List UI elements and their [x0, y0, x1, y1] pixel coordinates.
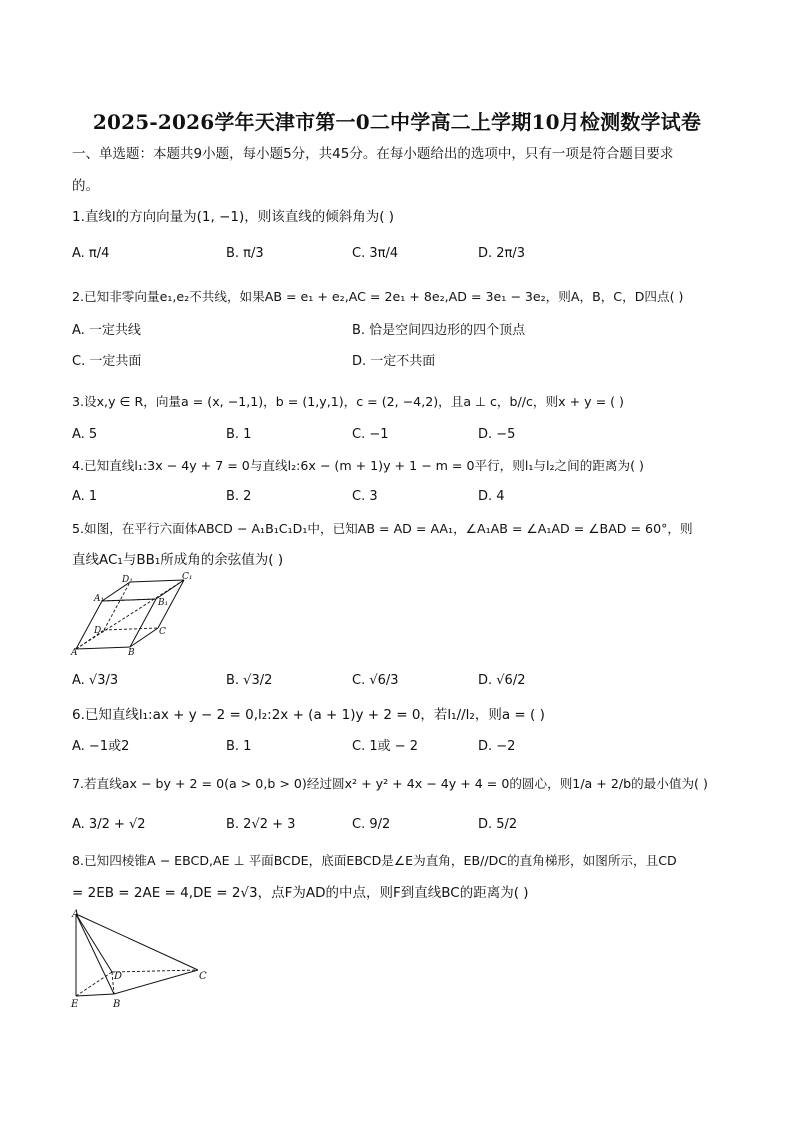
q5-option-d: D. √6/2: [478, 673, 526, 688]
edge-BC: [130, 628, 158, 647]
q4-option-b: B. 2: [226, 489, 252, 504]
section-instruction-line2: 的。: [72, 178, 99, 194]
section-instruction-line1: 一、单选题：本题共9小题，每小题5分，共45分。在每小题给出的选项中，只有一项是符合题目要求: [72, 146, 674, 162]
label-B: B: [113, 999, 121, 1010]
edge-AC: [76, 914, 198, 970]
pyramid-figure: [68, 908, 218, 1010]
q4-option-d: D. 4: [478, 489, 505, 504]
label-A: A: [72, 909, 80, 920]
edge-EB: [76, 994, 114, 996]
edge-AA1: [76, 601, 102, 649]
question-4-stem: 4.已知直线l₁:3x − 4y + 7 = 0与直线l₂:6x − (m + 1)y + 1 − m = 0平行，则l₁与l₂之间的距离为( ): [72, 458, 644, 473]
question-2-stem: 2.已知非零向量e₁,e₂不共线，如果AB = e₁ + e₂,AC = 2e₁ + 8e₂,AD = 3e₁ − 3e₂，则A，B，C，D四点( ): [72, 289, 684, 304]
q2-option-b: B. 恰是空间四边形的四个顶点: [352, 323, 526, 338]
q7-option-d: D. 5/2: [478, 817, 518, 832]
question-3-stem: 3.设x,y ∈ R，向量a = (x, −1,1)，b = (1,y,1)，c = (2, −4,2)，且a ⊥ c，b//c，则x + y = ( ): [72, 394, 624, 409]
label-B: B: [128, 648, 135, 658]
q1-option-a: A. π/4: [72, 246, 110, 261]
q3-option-d: D. −5: [478, 427, 516, 442]
q7-option-c: C. 9/2: [352, 817, 391, 832]
page-title: 2025-2026学年天津市第一0二中学高二上学期10月检测数学试卷: [92, 110, 702, 134]
question-1-stem: 1.直线l的方向向量为(1, −1)，则该直线的倾斜角为( ): [72, 209, 395, 225]
edge-AB: [76, 647, 130, 649]
edge-DC: [104, 628, 158, 630]
label-A: A: [71, 648, 78, 658]
label-C: C: [159, 627, 166, 637]
q2-option-c: C. 一定共面: [72, 354, 142, 369]
q3-option-b: B. 1: [226, 427, 252, 442]
q6-option-b: B. 1: [226, 739, 252, 754]
label-D1: D₁: [122, 575, 133, 585]
q4-option-c: C. 3: [352, 489, 378, 504]
label-D: D: [94, 626, 102, 636]
edge-DD1: [104, 582, 130, 630]
q6-option-c: C. 1或 − 2: [352, 739, 419, 754]
q5-option-b: B. √3/2: [226, 673, 273, 688]
label-E: E: [71, 999, 79, 1010]
edge-DC: [112, 970, 198, 972]
question-7-stem: 7.若直线ax − by + 2 = 0(a > 0,b > 0)经过圆x² + y² + 4x − 4y + 4 = 0的圆心，则1/a + 2/b的最小值为( ): [72, 776, 708, 791]
edge-AB: [76, 914, 114, 994]
edge-BC: [114, 970, 198, 994]
label-A1: A₁: [94, 594, 105, 604]
q1-option-d: D. 2π/3: [478, 246, 526, 261]
parallelepiped-figure: [70, 572, 193, 658]
question-6-stem: 6.已知直线l₁:ax + y − 2 = 0,l₂:2x + (a + 1)y + 2 = 0，若l₁//l₂，则a = ( ): [72, 707, 545, 723]
edge-BB1: [130, 599, 156, 647]
q4-option-a: A. 1: [72, 489, 98, 504]
q2-option-a: A. 一定共线: [72, 323, 141, 338]
q6-option-a: A. −1或2: [72, 739, 130, 754]
q1-option-b: B. π/3: [226, 246, 264, 261]
q6-option-d: D. −2: [478, 739, 516, 754]
q7-option-b: B. 2√2 + 3: [226, 817, 296, 832]
question-5-stem-line1: 5.如图，在平行六面体ABCD − A₁B₁C₁D₁中，已知AB = AD = AA₁，∠A₁AB = ∠A₁AD = ∠BAD = 60°，则: [72, 521, 693, 536]
label-B1: B₁: [158, 598, 169, 608]
q5-option-c: C. √6/3: [352, 673, 399, 688]
edge-B1C1: [156, 580, 184, 599]
q3-option-c: C. −1: [352, 427, 389, 442]
q3-option-a: A. 5: [72, 427, 98, 442]
question-8-stem-line2: = 2EB = 2AE = 4,DE = 2√3，点F为AD的中点，则F到直线BC的距离为( ): [72, 885, 529, 901]
q2-option-d: D. 一定不共面: [352, 354, 436, 369]
edge-ED: [76, 972, 112, 996]
question-8-stem-line1: 8.已知四棱锥A − EBCD,AE ⊥ 平面BCDE，底面EBCD是∠E为直角，EB//DC的直角梯形，如图所示，且CD: [72, 853, 677, 868]
q5-option-a: A. √3/3: [72, 673, 119, 688]
q1-option-c: C. 3π/4: [352, 246, 399, 261]
label-D: D: [114, 971, 123, 982]
label-C1: C₁: [182, 572, 193, 582]
diag-AC1: [76, 580, 184, 649]
question-5-stem-line2: 直线AC₁与BB₁所成角的余弦值为( ): [72, 552, 284, 568]
q7-option-a: A. 3/2 + √2: [72, 817, 146, 832]
label-C: C: [199, 971, 207, 982]
edge-C1D1: [130, 580, 184, 582]
